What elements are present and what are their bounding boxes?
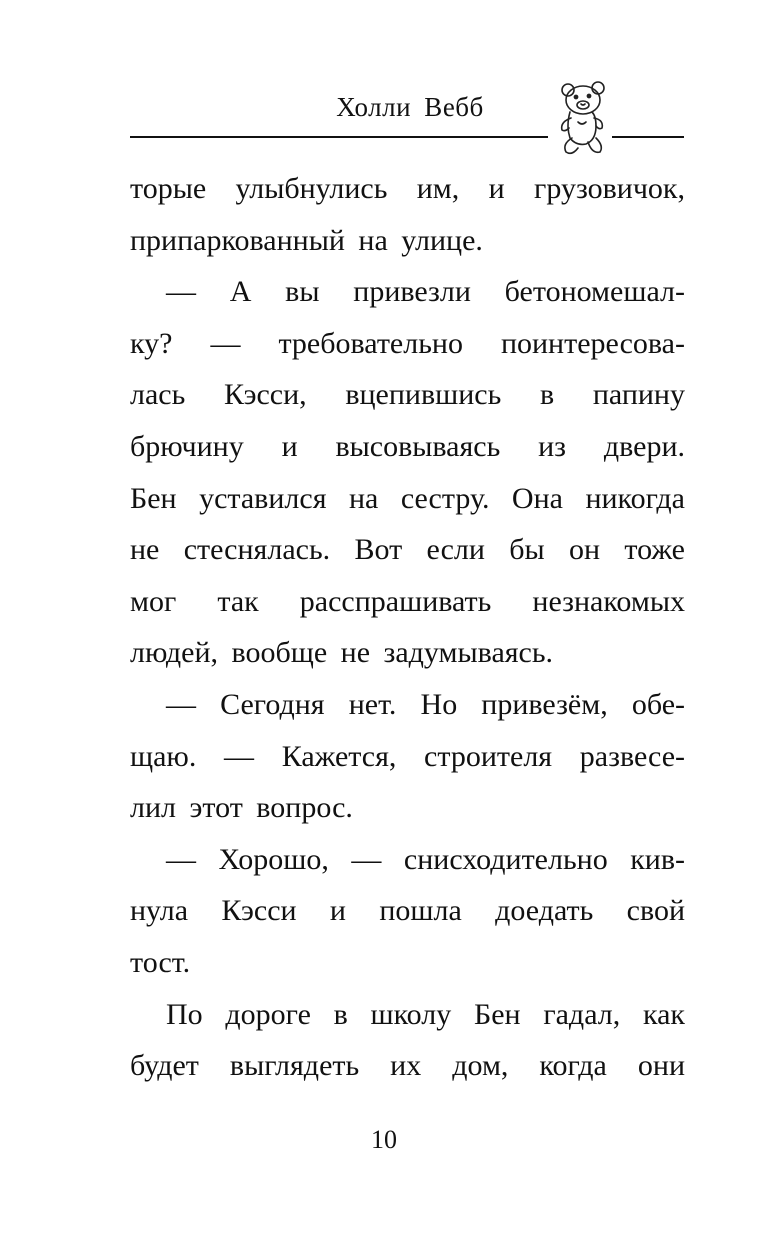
body-text — [130, 163, 685, 1092]
text-line: торые улыбнулись им, и грузовичок, — [130, 172, 685, 205]
text-line: По дороге в школу Бен гадал, как — [166, 997, 685, 1031]
text-line: припаркованный на улице. — [130, 223, 483, 257]
text-line: Бен уставился на сестру. Она никогда — [130, 481, 685, 515]
text-line: — Хорошо, — снисходительно кив- — [166, 842, 685, 876]
text-line: нула Кэсси и пошла доедать свой — [130, 894, 685, 928]
text-line: лил этот вопрос. — [130, 791, 353, 825]
page-number: 10 — [371, 1125, 397, 1154]
text-line: тост. — [130, 945, 191, 979]
text-line: щаю. — Кажется, строителя развесе- — [130, 739, 685, 773]
text-line: брючину и высовываясь из двери. — [130, 429, 685, 463]
header-author: Холли Вебб — [336, 92, 484, 122]
text-line: будет выглядеть их дом, когда они — [130, 1049, 685, 1083]
text-line: не стеснялась. Вот если бы он тоже — [130, 533, 685, 567]
text-line: ку? — требовательно поинтересова- — [130, 326, 685, 360]
text-line: — Сегодня нет. Но привезём, обе- — [166, 687, 685, 721]
header-rule-left — [130, 136, 548, 138]
text-line: мог так расспрашивать незнакомых — [130, 584, 685, 618]
text-line: — А вы привезли бетономешал- — [166, 275, 685, 309]
text-line: лась Кэсси, вцепившись в папину — [130, 378, 685, 412]
header-rule-right — [612, 136, 684, 138]
text-line: людей, вообще не задумываясь. — [130, 636, 554, 670]
teddy-bear-icon — [552, 78, 612, 164]
